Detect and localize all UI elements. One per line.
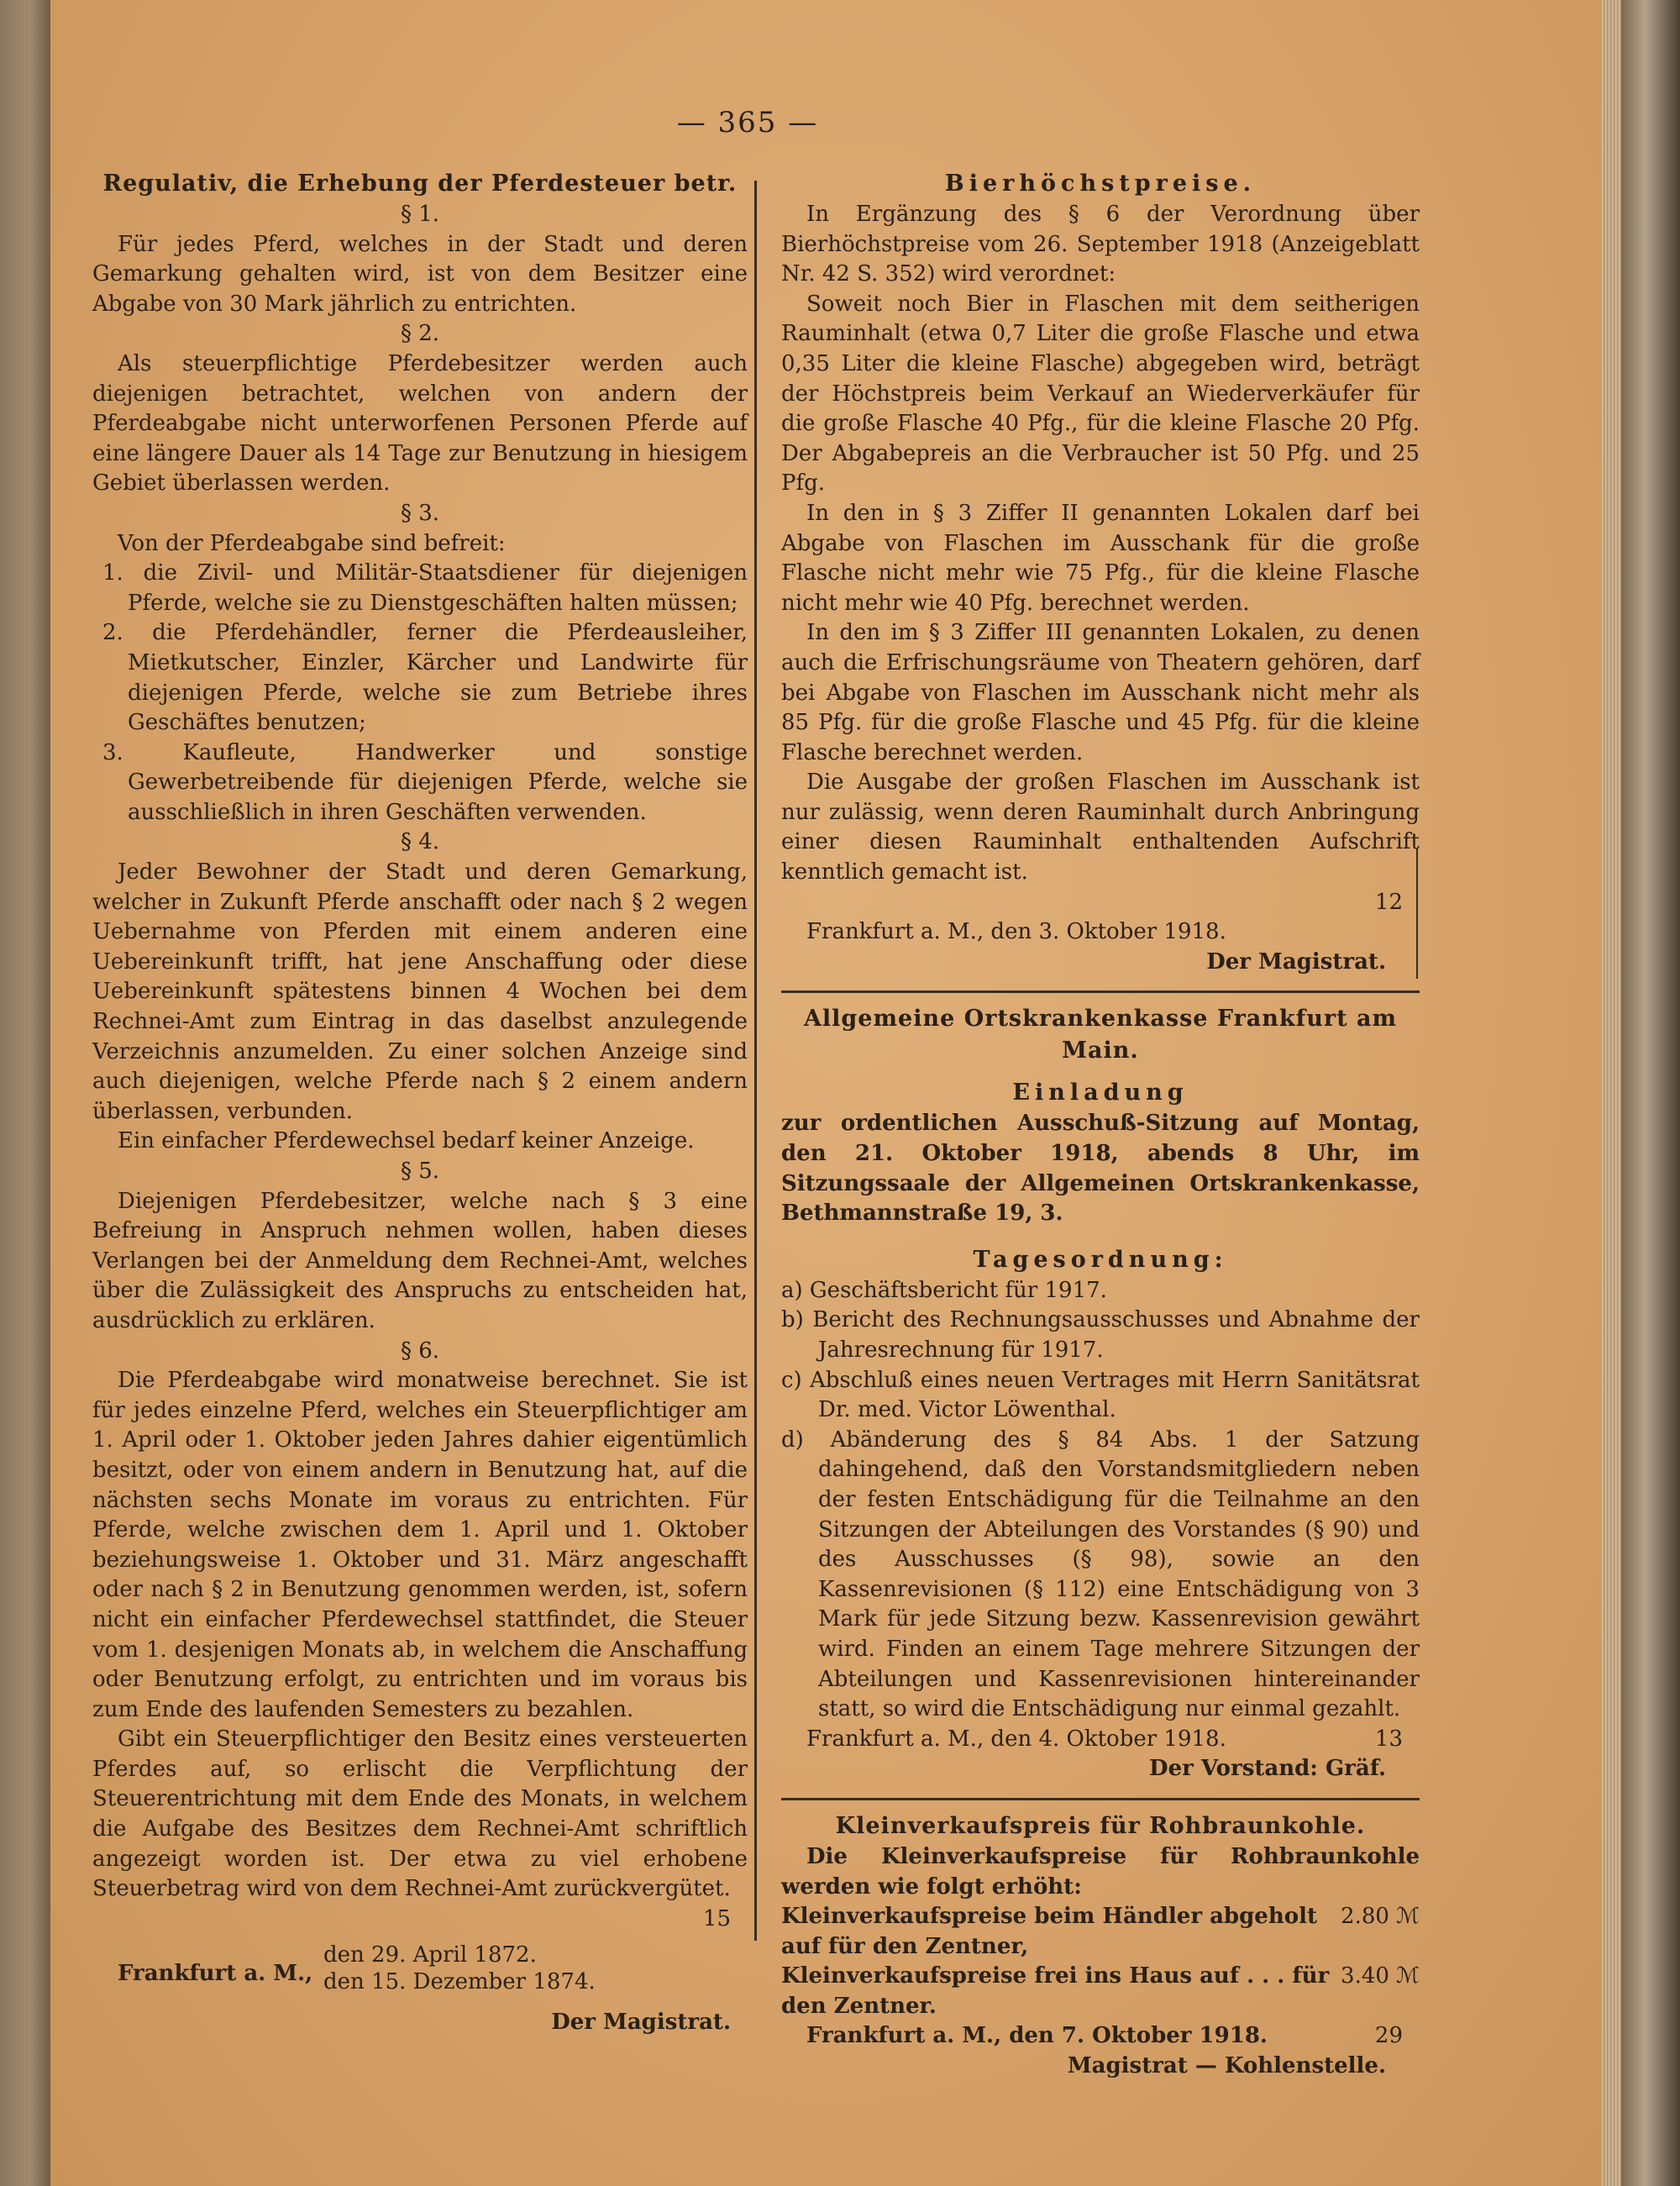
book-binding-left — [0, 0, 50, 2186]
section-paragraph: Diejenigen Pferdebesitzer, welche nach § 3 eine Befreiung in Anspruch nehmen wollen, haben dieses Verlangen bei der Anmeldung dem Rechnei-Amt, welches über die Zulässigkeit des Anspruchs zu entscheiden hat, ausdrücklich zu erklären. — [92, 1188, 748, 1333]
agenda-item: c) Abschluß eines neuen Vertrages mit Herrn Sanitätsrat Dr. med. Victor Löwenthal. — [781, 1367, 1420, 1423]
price-value: 3.40 ℳ — [1341, 1963, 1420, 1989]
date-second: den 15. Dezember 1874. — [323, 1969, 596, 1995]
coal-title: Kleinverkaufspreis für Rohbraunkohle. — [835, 1812, 1366, 1839]
section-paragraph: Jeder Bewohner der Stadt und deren Gemarkung, welcher in Zukunft Pferde anschafft oder nach § 2 wegen Uebernahme von Pferden mit einem anderen eine Uebereinkunft trifft, hat jene Anschaffung oder diese Uebereinkunft spätestens binnen 4 Wochen bei dem Rechnei-Amt zum Eintrag in das daselbst anzulegende Verzeichnis anzumelden. Zu einer solchen Anzeige sind auch diejenigen, welche Pferde nach § 2 einem andern überlassen, verbunden. — [92, 859, 748, 1124]
section-heading: § 3. — [400, 500, 440, 526]
section-divider — [781, 1798, 1420, 1800]
signature: Der Magistrat. — [1206, 948, 1386, 975]
beer-paragraph: In Ergänzung des § 6 der Verordnung über Bierhöchstpreise vom 26. September 1918 (Anzeigeblatt Nr. 42 S. 352) wird verordnet: — [781, 202, 1420, 287]
notice-number: 12 — [1374, 889, 1403, 915]
notice-number: 15 — [702, 1905, 731, 1931]
left-column — [92, 168, 748, 2038]
date-text: Frankfurt a. M., den 7. Oktober 1918. — [806, 2023, 1268, 2049]
agenda-item: d) Abänderung des § 84 Abs. 1 der Satzung dahingehend, daß den Vorstandsmitgliedern neben der festen Entschädigung für die Teilnahme an den Sitzungen der Abteilungen des Vorstandes (§ 90) und des Ausschusses (§ 98), sowie an den Kassenrevisionen (§ 112) eine Entschädigung von 3 Mark für jede Sitzung bezw. Kassenrevision gewährt wird. Finden an einem Tage mehrere Sitzungen der Abteilungen und Kassenrevisionen hintereinander statt, so wird die Entschädigung nur einmal gezahlt. — [781, 1427, 1420, 1722]
price-value: 2.80 ℳ — [1341, 1904, 1420, 1930]
exemption-item: 2. die Pferdehändler, ferner die Pferdeausleiher, Mietkutscher, Einzler, Kärcher und Landwirte für diejenigen Pferde, welche sie zum Betriebe ihres Geschäftes benutzen; — [102, 620, 748, 736]
section-paragraph: Von der Pferdeabgabe sind befreit: — [118, 530, 506, 556]
beer-paragraph: In den im § 3 Ziffer III genannten Lokalen, zu denen auch die Erfrischungsräume von Theatern gehören, darf bei Abgabe von Flaschen im Ausschank nicht mehr als 85 Pfg. für die große Flasche und 45 Pfg. für die kleine Flasche berechnet werden. — [781, 620, 1420, 765]
section-paragraph: Ein einfacher Pferdewechsel bedarf keiner Anzeige. — [118, 1128, 695, 1154]
date-line — [781, 2021, 1420, 2052]
section-heading: § 5. — [400, 1159, 440, 1184]
coal-intro: Die Kleinverkaufspreise für Rohbraunkohle werden wie folgt erhöht: — [781, 1843, 1420, 1900]
section-heading: § 2. — [400, 321, 440, 347]
invite-title: Einladung — [1012, 1080, 1189, 1106]
beer-paragraph: In den in § 3 Ziffer II genannten Lokalen darf bei Abgabe von Flaschen im Ausschank für die große Flasche nicht mehr wie 75 Pfg., für die kleine Flasche nicht mehr wie 40 Pfg. berechnet werden. — [781, 500, 1420, 616]
exemption-item: 1. die Zivil- und Militär-Staatsdiener für diejenigen Pferde, welche sie zu Dienstgeschäften halten müssen; — [102, 560, 748, 616]
price-row — [781, 1902, 1420, 1962]
book-cover-right — [1621, 0, 1680, 2186]
section-paragraph: Als steuerpflichtige Pferdebesitzer werden auch diejenigen betrachtet, welchen von andern der Pferdeabgabe nicht unterworfenen Personen Pferde auf eine längere Dauer als 14 Tage zur Benutzung in hiesigem Gebiet überlassen werden. — [92, 350, 748, 497]
beer-paragraph: Die Ausgabe der großen Flaschen im Ausschank ist nur zulässig, wenn deren Rauminhalt durch Anbringung einer diesen Rauminhalt enthaltenden Aufschrift kenntlich gemacht ist. — [781, 770, 1420, 885]
section-paragraph: Gibt ein Steuerpflichtiger den Besitz eines versteuerten Pferdes auf, so erlischt die Verpflichtung der Steuerentrichtung mit dem Ende des Monats, in welchem die Aufgabe des Besitzes dem Rechnei-Amt schriftlich angezeigt worden ist. Der etwa zu viel erhobene Steuerbetrag wird von dem Rechnei-Amt zurückvergütet. — [92, 1726, 748, 1902]
price-row — [781, 1962, 1420, 2021]
agenda-item: b) Bericht des Rechnungsausschusses und Abnahme der Jahresrechnung für 1917. — [781, 1307, 1420, 1363]
date-text: Frankfurt a. M., den 4. Oktober 1918. — [806, 1726, 1226, 1752]
date-first: den 29. April 1872. — [323, 1942, 537, 1968]
regulation-title: Regulativ, die Erhebung der Pferdesteuer betr. — [102, 171, 738, 197]
signature: Der Magistrat. — [551, 2010, 731, 2036]
page-number: — 365 — — [676, 106, 819, 139]
column-rule — [754, 181, 757, 1941]
beer-title: Bierhöchstpreise. — [944, 171, 1257, 197]
notice-number: 13 — [1374, 1726, 1403, 1752]
notice-number: 29 — [1374, 2023, 1403, 2049]
date-block — [92, 1941, 748, 2008]
beer-paragraph: Soweit noch Bier in Flaschen mit dem seitherigen Rauminhalt (etwa 0,7 Liter die große Flasche und etwa 0,35 Liter die kleine Flasche) abgegeben wird, beträgt der Höchstpreis beim Verkauf an Wiederverkäufer für die große Flasche 40 Pfg., für die kleine Flasche 20 Pfg. Der Abgabepreis an die Verbraucher ist 50 Pfg. und 25 Pfg. — [781, 291, 1420, 497]
section-paragraph: Die Pferdeabgabe wird monatweise berechnet. Sie ist für jedes einzelne Pferd, welches ein Steuerpflichtiger am 1. April oder 1. Oktober jeden Jahres dahier eigentümlich besitzt, oder von einem andern in Benutzung hat, auf die nächsten sechs Monate im voraus zu entrichten. Für Pferde, welche zwischen dem 1. April und 1. Oktober beziehungsweise 1. Oktober und 31. März angeschafft oder nach § 2 in Benutzung genommen werden, ist, sofern nicht ein einfacher Pferdewechsel stattfindet, die Steuer vom 1. desjenigen Monats ab, in welchem die Anschaffung oder Benutzung erfolgt, zu entrichten und im voraus bis zum Ende des laufenden Semesters zu bezahlen. — [92, 1368, 748, 1722]
section-heading: § 4. — [400, 829, 440, 855]
section-divider — [781, 991, 1420, 993]
signature: Der Vorstand: Gräf. — [1149, 1756, 1386, 1782]
date-line — [781, 1725, 1420, 1755]
page-edges — [1601, 0, 1621, 2186]
price-label: Kleinverkaufspreise frei ins Haus auf . . . für den Zentner. — [781, 1963, 1330, 2019]
city: Frankfurt a. M., — [118, 1961, 313, 1987]
signature: Magistrat — Kohlenstelle. — [1067, 2053, 1386, 2079]
date-line: Frankfurt a. M., den 3. Oktober 1918. — [806, 919, 1226, 945]
section-heading: § 6. — [400, 1337, 440, 1364]
agenda-item: a) Geschäftsbericht für 1917. — [781, 1277, 1107, 1303]
invite-text: zur ordentlichen Ausschuß-Sitzung auf Montag, den 21. Oktober 1918, abends 8 Uhr, im Sitzungssaale der Allgemeinen Ortskrankenkasse, Bethmannstraße 19, 3. — [781, 1111, 1420, 1227]
right-column — [781, 168, 1420, 2082]
section-paragraph: Für jedes Pferd, welches in der Stadt und deren Gemarkung gehalten wird, ist von dem Besitzer eine Abgabe von 30 Mark jährlich zu entrichten. — [92, 231, 748, 317]
kasse-org: Allgemeine Ortskrankenkasse Frankfurt am Main. — [803, 1006, 1398, 1064]
price-label: Kleinverkaufspreise beim Händler abgeholt auf für den Zentner, — [781, 1904, 1317, 1959]
agenda-title: Tagesordnung: — [973, 1246, 1228, 1273]
exemption-item: 3. Kaufleute, Handwerker und sonstige Gewerbetreibende für diejenigen Pferde, welche sie ausschließlich in ihren Geschäften verwenden. — [102, 739, 748, 825]
section-heading: § 1. — [400, 202, 440, 227]
